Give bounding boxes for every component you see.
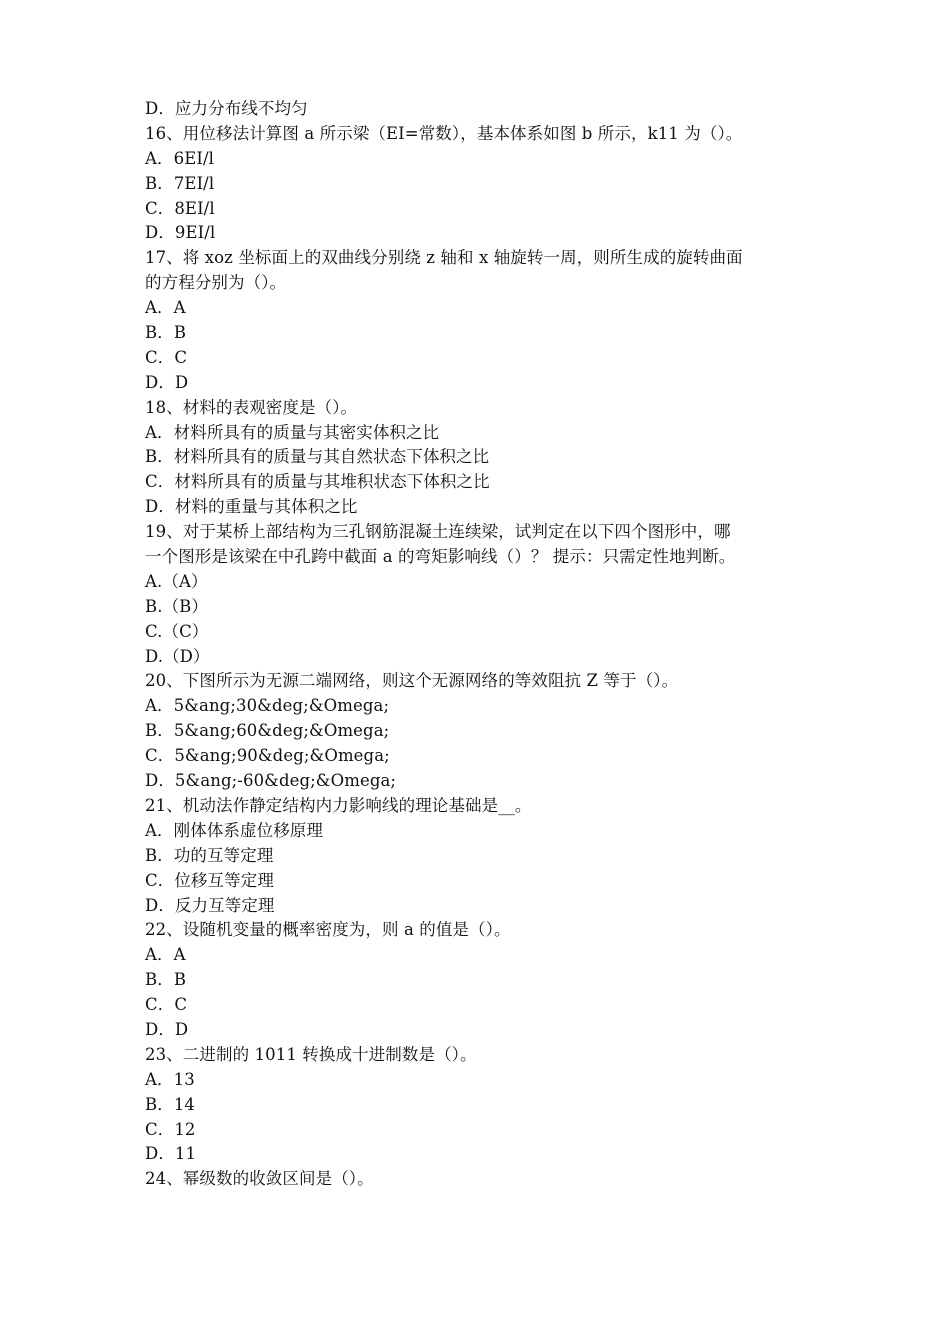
option-line-17a: A．A (145, 298, 186, 318)
option-line-23b: B．14 (145, 1094, 196, 1114)
option-line-16b: B．7EI/l (145, 173, 215, 193)
option-line-22d: D．D (145, 1019, 189, 1039)
option-line-15d: D．应力分布线不均匀 (145, 99, 308, 118)
question-24: 24、幂级数的收敛区间是（）。 (145, 1169, 374, 1189)
option-line-20b: B．5&ang;60&deg;&Omega; (145, 721, 390, 741)
question-20: 20、下图所示为无源二端网络，则这个无源网络的等效阻抗 Z 等于（）。 (145, 671, 679, 691)
option-line-23d: D．11 (145, 1144, 197, 1164)
option-line-19c: C.（C） (145, 621, 209, 641)
question-16: 16、用位移法计算图 a 所示梁（EI=常数），基本体系如图 b 所示，k11 为（）。 (145, 123, 743, 143)
option-line-21b: B．功的互等定理 (145, 845, 274, 865)
option-line-18d: D．材料的重量与其体积之比 (145, 497, 358, 517)
question-17-line-2: 的方程分别为（）。 (145, 273, 287, 293)
option-line-19d: D.（D） (145, 646, 210, 666)
option-line-21d: D．反力互等定理 (145, 895, 275, 915)
option-line-18c: C．材料所具有的质量与其堆积状态下体积之比 (145, 472, 490, 492)
option-line-20a: A．5&ang;30&deg;&Omega; (145, 696, 390, 716)
option-line-23a: A．13 (145, 1069, 195, 1089)
question-21: 21、机动法作静定结构内力影响线的理论基础是__。 (145, 795, 532, 815)
option-line-22c: C．C (145, 995, 188, 1015)
question-19-line-1: 19、对于某桥上部结构为三孔钢筋混凝土连续梁，试判定在以下四个图形中，哪 (145, 522, 731, 542)
option-line-18b: B．材料所具有的质量与其自然状态下体积之比 (145, 447, 490, 467)
option-line-20d: D．5&ang;-60&deg;&Omega; (145, 771, 397, 791)
question-19-line-2: 一个图形是该梁在中孔跨中截面 a 的弯矩影响线（）？ 提示：只需定性地判断。 (145, 547, 736, 567)
option-line-16c: C．8EI/l (145, 198, 215, 218)
option-line-16a: A．6EI/l (145, 148, 215, 168)
option-line-21a: A．刚体体系虚位移原理 (145, 820, 324, 840)
question-23: 23、二进制的 1011 转换成十进制数是（）。 (145, 1044, 477, 1064)
question-18: 18、材料的表观密度是（）。 (145, 397, 358, 417)
option-line-17c: C．C (145, 347, 188, 367)
option-line-23c: C．12 (145, 1119, 196, 1139)
option-line-18a: A．材料所具有的质量与其密实体积之比 (145, 422, 440, 442)
option-line-17b: B．B (145, 323, 187, 343)
option-line-20c: C．5&ang;90&deg;&Omega; (145, 746, 390, 766)
option-line-22b: B．B (145, 970, 187, 990)
option-line-22a: A．A (145, 945, 186, 965)
option-line-21c: C．位移互等定理 (145, 870, 274, 890)
option-line-17d: D．D (145, 372, 189, 392)
question-17-line-1: 17、将 xoz 坐标面上的双曲线分别绕 z 轴和 x 轴旋转一周，则所生成的旋转曲面 (145, 248, 743, 268)
option-line-19a: A.（A） (145, 571, 208, 591)
option-line-16d: D．9EI/l (145, 223, 216, 243)
document-page (145, 97, 825, 1192)
option-line-19b: B.（B） (145, 596, 208, 616)
question-22: 22、设随机变量的概率密度为，则 a 的值是（）。 (145, 920, 511, 940)
